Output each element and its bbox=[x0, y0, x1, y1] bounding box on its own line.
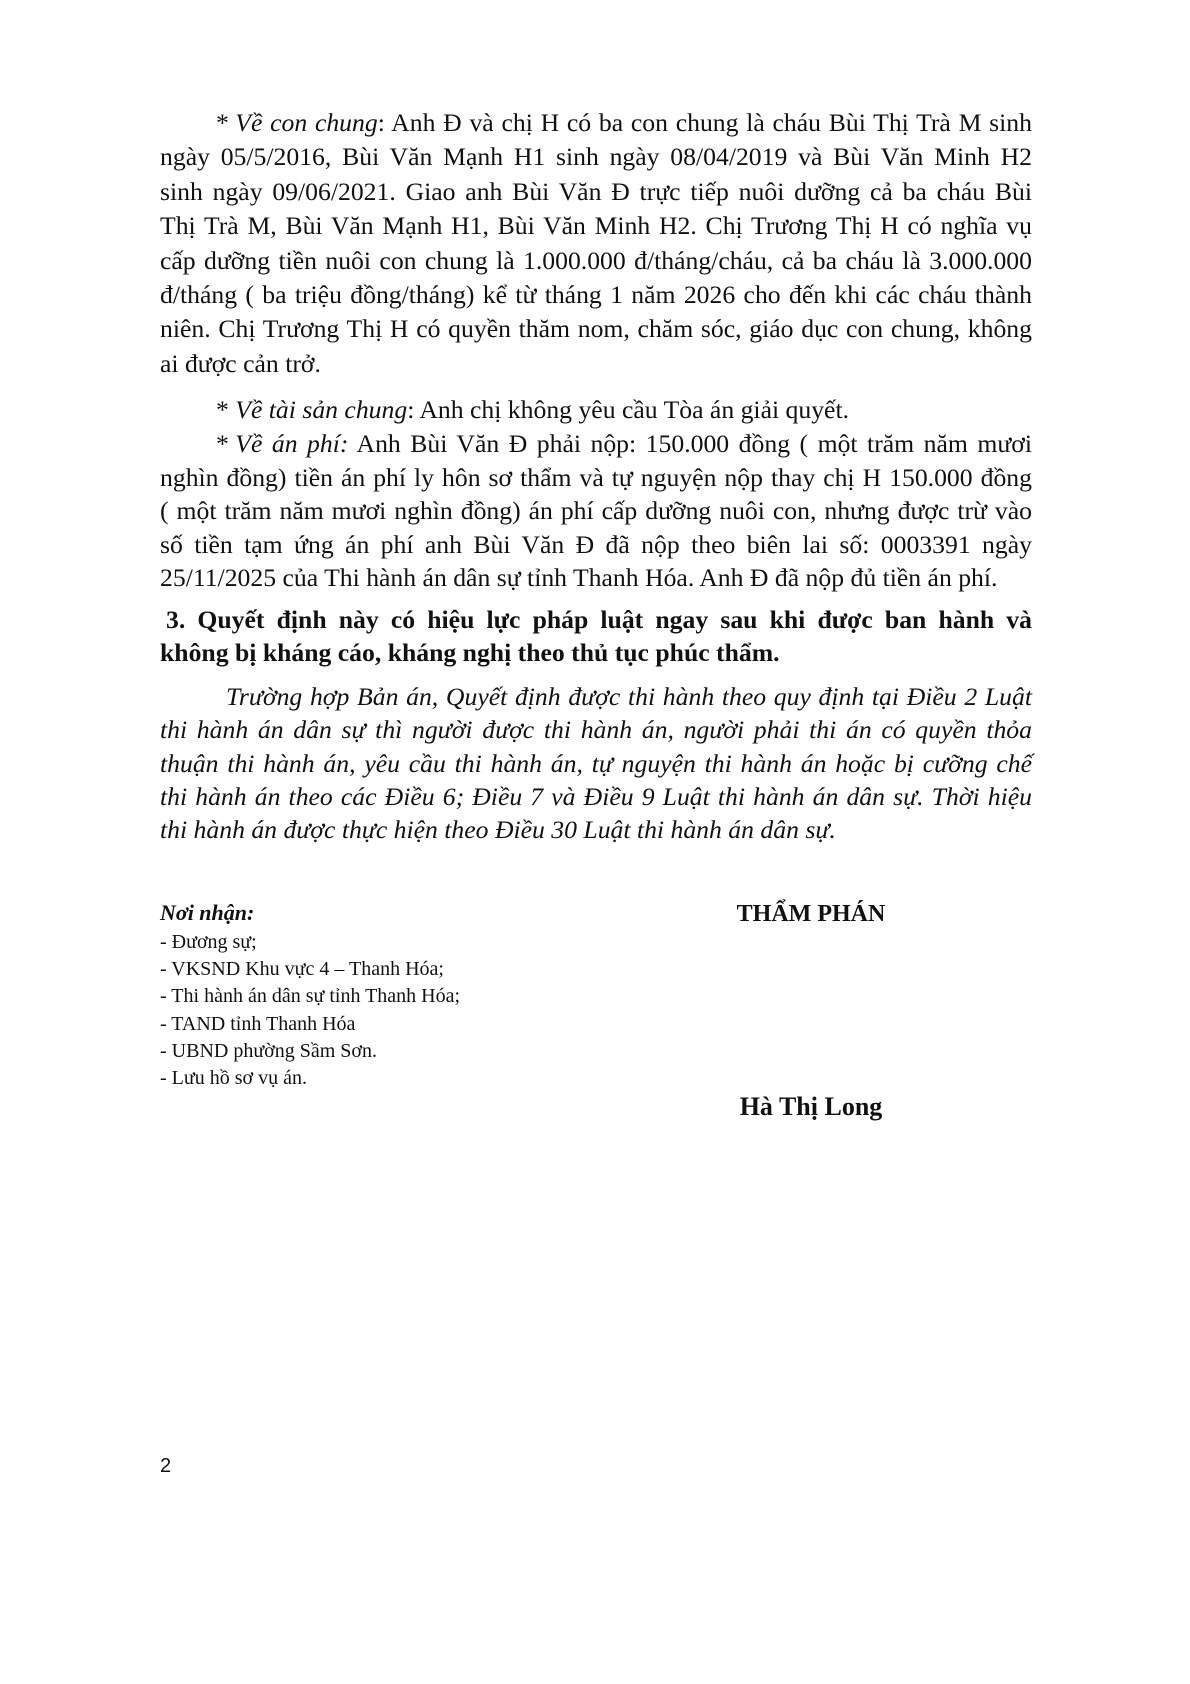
text-line: niên. Chị Trương Thị H có quyền thăm nom, chăm sóc, giáo dục con chung, không bbox=[160, 314, 1032, 344]
text-line: đ/tháng ( ba triệu đồng/tháng) kể từ tháng 1 năm 2026 cho đến khi các cháu thành bbox=[160, 280, 1032, 310]
court-fee-section bbox=[160, 427, 1032, 595]
property-section-line bbox=[160, 393, 1032, 427]
enforcement-note bbox=[160, 680, 1032, 846]
text-line: thi hành án theo các Điều 6; Điều 7 và Điều 9 Luật thi hành án dân sự. Thời hiệu bbox=[160, 781, 1032, 811]
children-section-heading: Về con chung bbox=[235, 108, 378, 137]
text-line: số tiền tạm ứng án phí anh Bùi Văn Đ đã nộp theo biên lai số: 0003391 ngày bbox=[160, 529, 1032, 559]
text-line: thuận thi hành án, yêu cầu thi hành án, tự nguyện thi hành án hoặc bị cưỡng chế bbox=[160, 748, 1032, 778]
court-fee-section-first-line bbox=[160, 427, 1032, 461]
signature-name: Hà Thị Long bbox=[739, 1092, 883, 1121]
children-section bbox=[160, 106, 1032, 381]
recipients-title: Nơi nhận: bbox=[160, 900, 255, 925]
list-item: - Đương sự; bbox=[160, 931, 257, 953]
text-line: Anh Bùi Văn Đ phải nộp: 150.000 đồng ( một trăm năm mươi bbox=[348, 429, 1032, 458]
bullet-marker: * bbox=[216, 395, 229, 424]
text-line: nghìn đồng) tiền án phí ly hôn sơ thẩm và tự nguyện nộp thay chị H 150.000 đồng bbox=[160, 462, 1032, 492]
text-line: : Anh Đ và chị H có ba con chung là cháu Bùi Thị Trà M sinh bbox=[377, 108, 1032, 137]
recipients-list bbox=[160, 929, 460, 1092]
text-line: Trường hợp Bản án, Quyết định được thi hành theo quy định tại Điều 2 Luật bbox=[226, 682, 1032, 711]
text-line: thi hành án được thực hiện theo Điều 30 Luật thi hành án dân sự. bbox=[160, 815, 836, 845]
court-fee-section-heading: Về án phí: bbox=[235, 429, 349, 458]
children-section-first-line bbox=[160, 106, 1032, 140]
text-line: không bị kháng cáo, kháng nghị theo thủ tục phúc thẩm. bbox=[160, 638, 780, 668]
list-item: - VKSND Khu vực 4 – Thanh Hóa; bbox=[160, 958, 444, 981]
text-line: cấp dưỡng tiền nuôi con chung là 1.000.000 đ/tháng/cháu, cả ba cháu là 3.000.000 bbox=[160, 245, 1032, 275]
property-section bbox=[160, 393, 1032, 427]
page-number: 2 bbox=[160, 1455, 172, 1477]
text-line: sinh ngày 09/06/2021. Giao anh Bùi Văn Đ trực tiếp nuôi dưỡng cả ba cháu Bùi bbox=[160, 176, 1032, 206]
text-line: thi hành án dân sự thì người được thi hành án, người phải thi án có quyền thỏa bbox=[160, 715, 1032, 745]
bullet-marker: * bbox=[216, 108, 229, 137]
text-line: Thị Trà M, Bùi Văn Mạnh H1, Bùi Văn Minh H2. Chị Trương Thị H có nghĩa vụ bbox=[160, 211, 1032, 241]
text-line: ngày 05/5/2016, Bùi Văn Mạnh H1 sinh ngày 08/04/2019 và Bùi Văn Minh H2 bbox=[160, 142, 1032, 172]
bullet-marker: * bbox=[216, 429, 229, 458]
list-item: - TAND tỉnh Thanh Hóa bbox=[160, 1012, 356, 1035]
effect-clause bbox=[160, 603, 1032, 670]
list-item: - Lưu hồ sơ vụ án. bbox=[160, 1067, 307, 1090]
text-line: 25/11/2025 của Thi hành án dân sự tỉnh Thanh Hóa. Anh Đ đã nộp đủ tiền án phí. bbox=[160, 563, 998, 592]
text-line: ( một trăm năm mươi nghìn đồng) án phí cấp dưỡng nuôi con, nhưng được trừ vào bbox=[160, 496, 1032, 525]
text-line: : Anh chị không yêu cầu Tòa án giải quyết. bbox=[407, 395, 850, 424]
property-section-heading: Về tài sản chung bbox=[235, 395, 408, 424]
text-line: ai được cản trở. bbox=[160, 348, 321, 378]
list-item: - UBND phường Sầm Sơn. bbox=[160, 1039, 378, 1062]
list-item: - Thi hành án dân sự tỉnh Thanh Hóa; bbox=[160, 985, 461, 1008]
text-line: 3. Quyết định này có hiệu lực pháp luật ngay sau khi được ban hành và bbox=[166, 605, 1032, 634]
signature-title: THẨM PHÁN bbox=[736, 901, 886, 927]
